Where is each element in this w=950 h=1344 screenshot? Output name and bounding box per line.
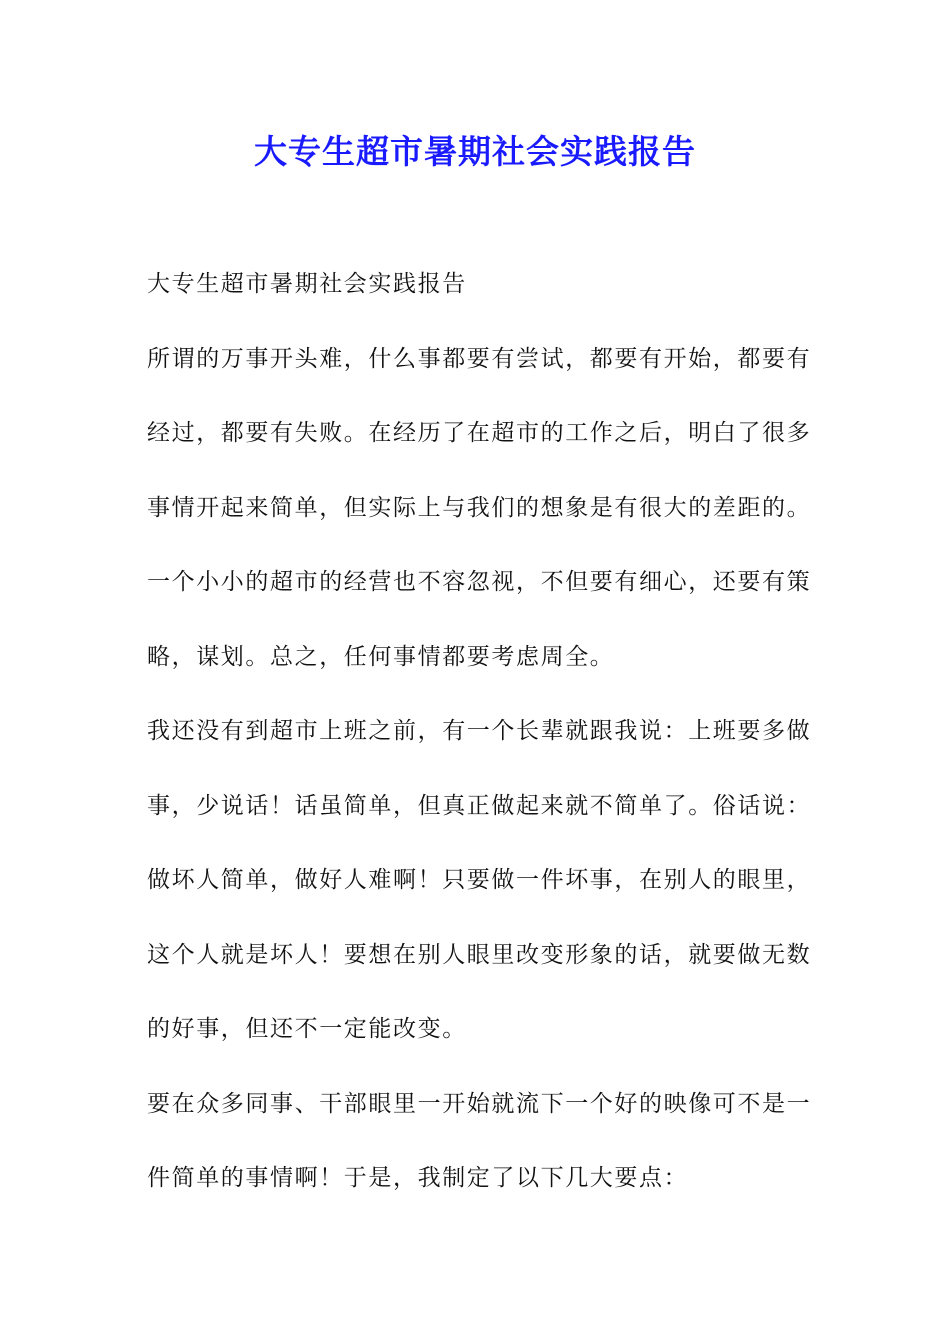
body-line: 所谓的万事开头难，什么事都要有尝试，都要有开始，都要有: [147, 345, 812, 372]
body-line: 略，谋划。总之，任何事情都要考虑周全。: [147, 643, 615, 670]
body-line: 件简单的事情啊！于是，我制定了以下几大要点：: [147, 1165, 689, 1191]
document-title: 大专生超市暑期社会实践报告: [254, 132, 696, 171]
body-line: 一个小小的超市的经营也不容忽视，不但要有细心，还要有策: [147, 569, 812, 595]
body-line: 要在众多同事、干部眼里一开始就流下一个好的映像可不是一: [147, 1090, 812, 1117]
body-line: 经过，都要有失败。在经历了在超市的工作之后，明白了很多: [147, 420, 812, 446]
document-body: [147, 262, 812, 1231]
body-line: 的好事，但还不一定能改变。: [147, 1016, 467, 1042]
body-line: 我还没有到超市上班之前，有一个长辈就跟我说：上班要多做: [147, 718, 812, 744]
body-line: 事，少说话！话虽简单，但真正做起来就不简单了。俗话说：: [147, 792, 812, 819]
body-line: 事情开起来简单，但实际上与我们的想象是有很大的差距的。: [147, 494, 812, 521]
body-line: 做坏人简单，做好人难啊！只要做一件坏事，在别人的眼里，: [147, 867, 812, 893]
body-line: 这个人就是坏人！要想在别人眼里改变形象的话，就要做无数: [147, 941, 812, 968]
body-line: 大专生超市暑期社会实践报告: [147, 271, 467, 297]
